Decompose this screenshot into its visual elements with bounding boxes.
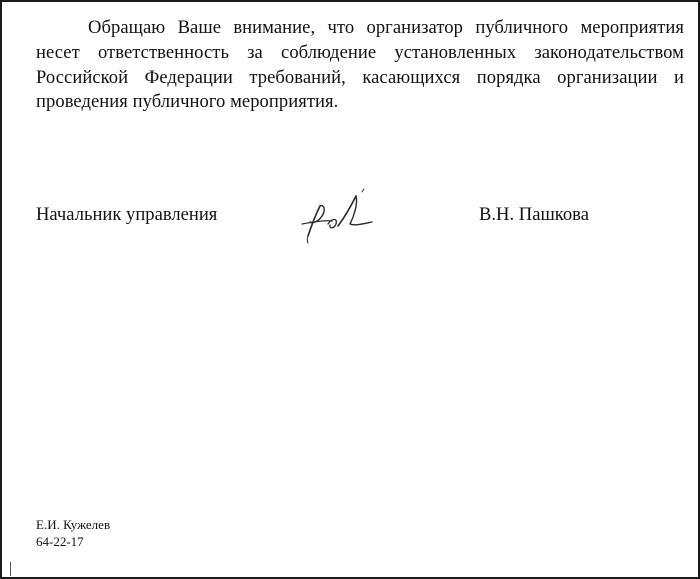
notice-paragraph: Обращаю Ваше внимание, что организатор публичного мероприятия несет ответственность за соблюдение установленных законодательством Российской Федерации требований, касающихся порядка организации и проведения публичного мероприятия. [36,17,684,113]
signatory-name: В.Н. Пашкова [479,204,589,225]
signatory-position: Начальник управления [36,204,218,225]
handwritten-signature [298,184,384,250]
scan-mark [10,562,11,576]
executor-name: Е.И. Кужелев [36,517,111,532]
executor-phone: 64-22-17 [36,534,84,549]
executor-block [36,516,110,550]
